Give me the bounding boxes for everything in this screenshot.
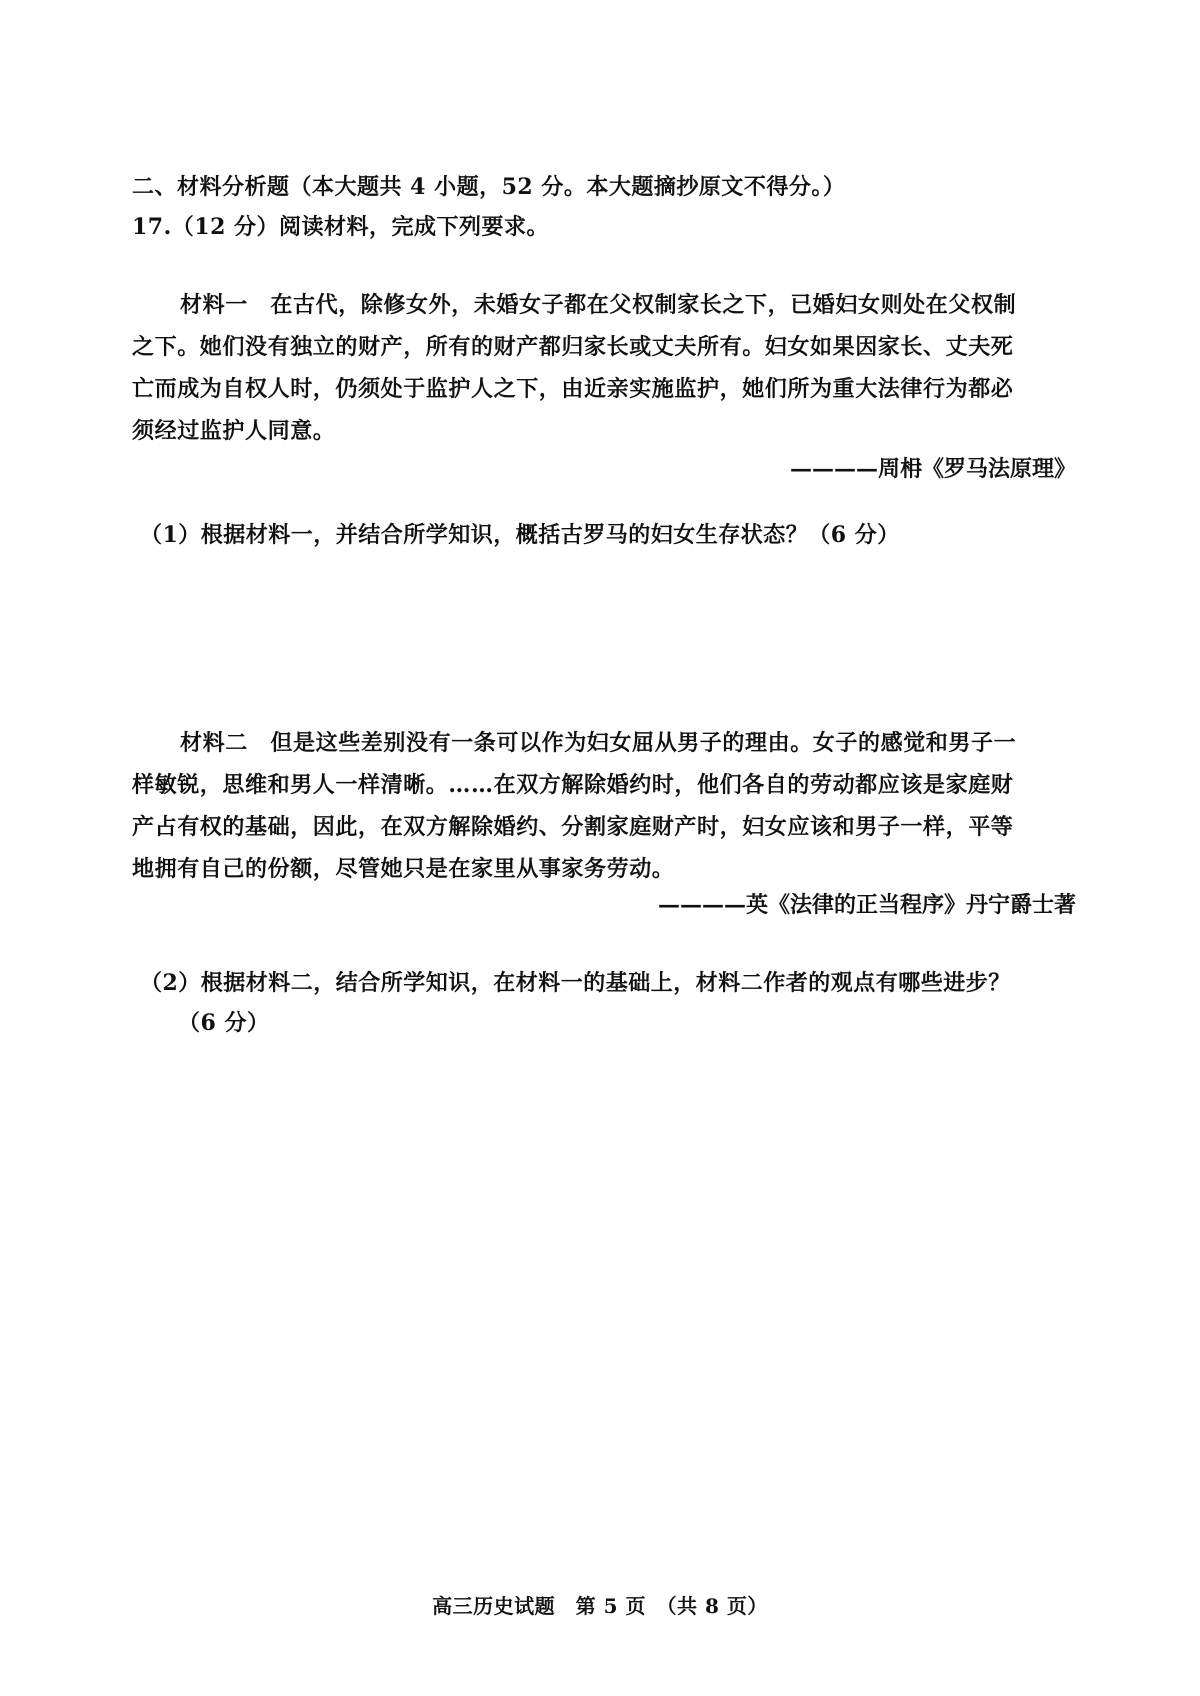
material-one-line: 之下。她们没有独立的财产，所有的财产都归家长或丈夫所有。妇女如果因家长、丈夫死 bbox=[132, 334, 1014, 360]
material-two-line: 样敏锐，思维和男人一样清晰。……在双方解除婚约时，他们各自的劳动都应该是家庭财 bbox=[132, 772, 1014, 798]
sub-question-2-score: （6 分） bbox=[178, 1010, 270, 1036]
sub-question-2: （2）根据材料二，结合所学知识，在材料一的基础上，材料二作者的观点有哪些进步？ bbox=[140, 970, 1011, 996]
material-two-line: 材料二 但是这些差别没有一条可以作为妇女屈从男子的理由。女子的感觉和男子一 bbox=[180, 730, 1017, 756]
material-one-source: ————周枏《罗马法原理》 bbox=[789, 456, 1076, 482]
material-two-line: 产占有权的基础，因此，在双方解除婚约、分割家庭财产时，妇女应该和男子一样，平等 bbox=[132, 814, 1014, 840]
material-two-line: 地拥有自己的份额，尽管她只是在家里从事家务劳动。 bbox=[132, 856, 675, 882]
material-one-line: 材料一 在古代，除修女外，未婚女子都在父权制家长之下，已婚妇女则处在父权制 bbox=[180, 292, 1017, 318]
page-footer: 高三历史试题 第 5 页 （共 8 页） bbox=[432, 1594, 768, 1618]
question-title: 17.（12 分）阅读材料，完成下列要求。 bbox=[132, 214, 550, 240]
material-one-line: 亡而成为自权人时，仍须处于监护人之下，由近亲实施监护，她们所为重大法律行为都必 bbox=[132, 376, 1014, 402]
material-two-source: ————英《法律的正当程序》丹宁爵士著 bbox=[657, 892, 1076, 918]
material-one-line: 须经过监护人同意。 bbox=[132, 418, 336, 444]
section-header: 二、材料分析题（本大题共 4 小题，52 分。本大题摘抄原文不得分。） bbox=[132, 174, 846, 200]
sub-question-1: （1）根据材料一，并结合所学知识，概括古罗马的妇女生存状态？（6 分） bbox=[140, 522, 900, 548]
